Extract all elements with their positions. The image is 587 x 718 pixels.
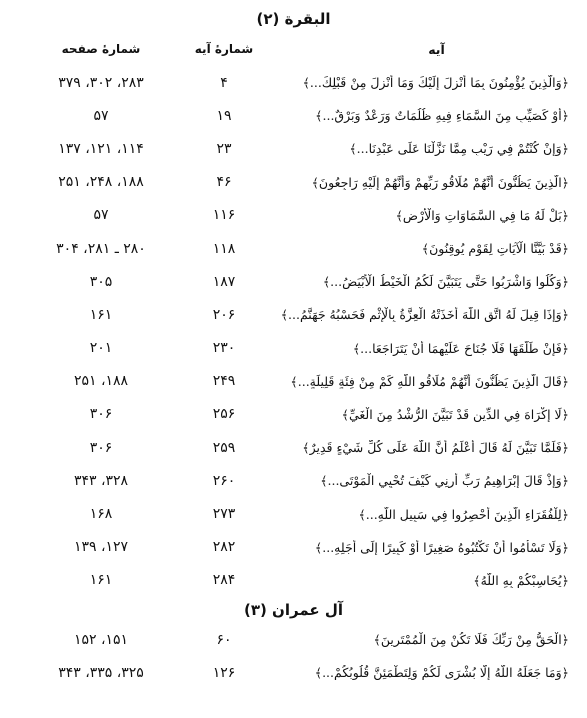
page-numbers: ۱۵۱، ۱۵۲ <box>73 631 129 648</box>
page-numbers: ۱۱۴، ۱۲۱، ۱۳۷ <box>58 140 144 157</box>
verse-text: ﴿وَإِذْ قَالَ إِبْرَاهِيمُ رَبِّ أَرِنِي كَيْفَ تُحْيِي الْمَوْتَى...﴾ <box>320 473 569 489</box>
page-numbers: ۳۰۶ <box>89 439 113 456</box>
table-row <box>18 265 569 298</box>
page-numbers: ۱۸۸، ۲۴۸، ۲۵۱ <box>58 174 144 191</box>
page-numbers: ۱۶۱ <box>89 306 113 323</box>
verse-text: ﴿الَّذِينَ يَظُنُّونَ أَنَّهُمْ مُلَاقُو رَبِّهِمْ وَأَنَّهُمْ إِلَيْهِ رَاجِعُونَ﴾ <box>311 174 569 190</box>
table-row <box>18 564 569 597</box>
header-ayah-number: شمارهٔ آيه <box>194 42 254 56</box>
ayah-number: ۶۰ <box>216 631 232 648</box>
ayah-number: ۴ <box>220 74 228 91</box>
ayah-number: ۱۸۷ <box>212 273 236 290</box>
page-numbers: ۱۸۸، ۲۵۱ <box>73 373 129 390</box>
verse-text: ﴿بَلْ لَهُ مَا فِي السَّمَاوَاتِ وَالْأَرْضِ﴾ <box>395 207 569 223</box>
ayah-number: ۴۶ <box>216 174 232 191</box>
ayah-number: ۲۸۴ <box>212 572 236 589</box>
verse-text: ﴿أَوْ كَصَيِّبٍ مِنَ السَّمَاءِ فِيهِ ظُلُمَاتٌ وَرَعْدٌ وَبَرْقٌ...﴾ <box>315 108 569 124</box>
header-verse: آيه <box>428 41 445 57</box>
page-numbers: ۱۶۸ <box>89 506 113 523</box>
table-row <box>18 497 569 530</box>
table-row <box>18 66 569 99</box>
table-row <box>18 332 569 365</box>
page-numbers: ۱۲۷، ۱۳۹ <box>73 539 129 556</box>
table-row <box>18 656 569 689</box>
ayah-number: ۱۲۶ <box>212 664 236 681</box>
verse-text: ﴿وَكُلُوا وَاشْرَبُوا حَتَّى يَتَبَيَّنَ لَكُمُ الْخَيْطُ الْأَبْيَضُ...﴾ <box>322 274 569 290</box>
verse-text: ﴿قَدْ بَيَّنَّا الْآيَاتِ لِقَوْمٍ يُوقِنُونَ﴾ <box>421 241 569 257</box>
surah-title-baqarah: البقرة (٢) <box>256 10 331 28</box>
ayah-number: ۲۵۶ <box>212 406 236 423</box>
verse-text: ﴿فَلَمَّا تَبَيَّنَ لَهُ قَالَ أَعْلَمُ أَنَّ اللَّهَ عَلَى كُلِّ شَيْءٍ قَدِيرٌ﴾ <box>302 440 569 456</box>
ayah-number: ۲۳ <box>216 140 232 157</box>
ayah-number: ۲۶۰ <box>212 472 236 489</box>
page-numbers: ۵۷ <box>93 107 109 124</box>
ayah-number: ۲۵۹ <box>212 439 236 456</box>
page-numbers: ۳۰۶ <box>89 406 113 423</box>
table-row <box>18 398 569 431</box>
table-row <box>18 298 569 331</box>
table-row <box>18 99 569 132</box>
page-numbers: ۲۸۳، ۳۰۲، ۳۷۹ <box>58 74 144 91</box>
table-row <box>18 365 569 398</box>
verse-text: ﴿فَإِنْ طَلَّقَهَا فَلَا جُنَاحَ عَلَيْهِمَا أَنْ يَتَرَاجَعَا...﴾ <box>352 340 569 356</box>
ayah-number: ۲۰۶ <box>212 306 236 323</box>
verse-text: ﴿وَإِذَا قِيلَ لَهُ اتَّقِ اللَّهَ أَخَذَتْهُ الْعِزَّةُ بِالْإِثْمِ فَحَسْبُهُ جَهَنَّمُ...﴾ <box>280 307 569 323</box>
table-row <box>18 232 569 265</box>
table-row <box>18 464 569 497</box>
page-numbers: ۳۲۸، ۳۴۳ <box>73 472 129 489</box>
table-row <box>18 623 569 656</box>
ayah-number: ۱۱۶ <box>212 207 236 224</box>
verse-text: ﴿وَالَّذِينَ يُؤْمِنُونَ بِمَا أُنْزِلَ إِلَيْكَ وَمَا أُنْزِلَ مِنْ قَبْلِكَ...﴾ <box>302 75 569 91</box>
table-header <box>18 32 569 66</box>
table-row <box>18 166 569 199</box>
ayah-number: ۱۱۸ <box>212 240 236 257</box>
ayah-number: ۱۹ <box>216 107 232 124</box>
table-row <box>18 431 569 464</box>
header-page-number: شمارهٔ صفحه <box>61 42 141 56</box>
verse-text: ﴿لَا إِكْرَاهَ فِي الدِّينِ قَدْ تَبَيَّنَ الرُّشْدُ مِنَ الْغَيِّ﴾ <box>341 406 569 422</box>
ayah-number: ۲۴۹ <box>212 373 236 390</box>
page-numbers: ۳۰۵ <box>89 273 113 290</box>
verse-text: ﴿الْحَقُّ مِنْ رَبِّكَ فَلَا تَكُنْ مِنَ الْمُمْتَرِينَ﴾ <box>373 632 569 648</box>
table-row <box>18 132 569 165</box>
verse-text: ﴿وَإِنْ كُنْتُمْ فِي رَيْبٍ مِمَّا نَزَّلْنَا عَلَى عَبْدِنَا...﴾ <box>349 141 569 157</box>
table-row <box>18 199 569 232</box>
page-numbers: ۲۸۰ ـ ۲۸۱، ۳۰۴ <box>56 240 146 257</box>
ayah-number: ۲۷۳ <box>212 506 236 523</box>
ayah-number: ۲۸۲ <box>212 539 236 556</box>
verse-text: ﴿وَمَا جَعَلَهُ اللَّهُ إِلَّا بُشْرَى لَكُمْ وَلِتَطْمَئِنَّ قُلُوبُكُمْ...﴾ <box>314 665 569 681</box>
surah-title-al-imran: آل عمران (٣) <box>243 601 344 619</box>
verse-text: ﴿وَلَا تَسْأَمُوا أَنْ تَكْتُبُوهُ صَغِيرًا أَوْ كَبِيرًا إِلَى أَجَلِهِ...﴾ <box>314 539 569 555</box>
page-numbers: ۱۶۱ <box>89 572 113 589</box>
page-numbers: ۲۰۱ <box>89 340 113 357</box>
page-numbers: ۵۷ <box>93 207 109 224</box>
verse-text: ﴿قَالَ الَّذِينَ يَظُنُّونَ أَنَّهُمْ مُلَاقُو اللَّهِ كَمْ مِنْ فِئَةٍ قَلِيلَةٍ...﴾ <box>290 373 569 389</box>
page-numbers: ۳۲۵، ۳۳۵، ۳۴۳ <box>58 664 144 681</box>
table-row <box>18 531 569 564</box>
ayah-number: ۲۳۰ <box>212 340 236 357</box>
verse-text: ﴿لِلْفُقَرَاءِ الَّذِينَ أُحْصِرُوا فِي سَبِيلِ اللَّهِ...﴾ <box>358 506 569 522</box>
verse-text: ﴿يُحَاسِبْكُمْ بِهِ اللَّهُ﴾ <box>473 572 569 588</box>
